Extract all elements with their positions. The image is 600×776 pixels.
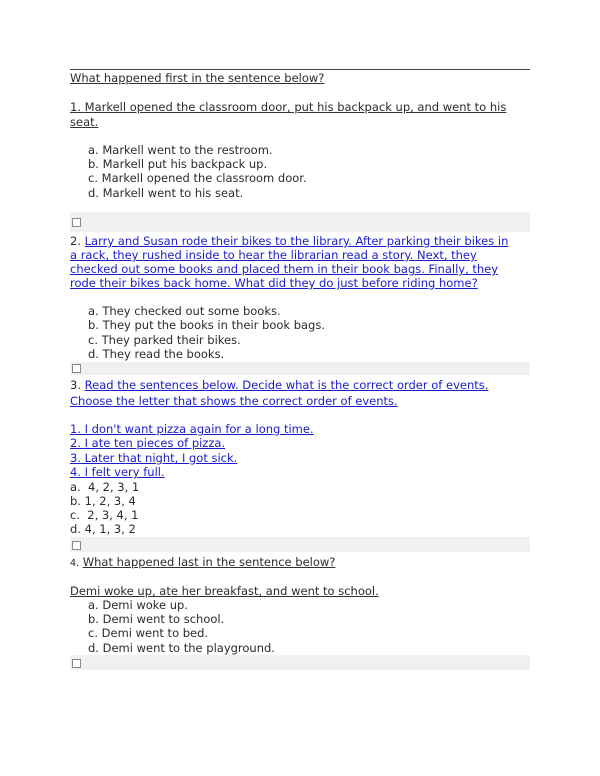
q3-sentence-4: 4. I felt very full. [70, 465, 165, 479]
q4-prompt: What happened last in the sentence below? [82, 555, 336, 569]
q1-answer-bar [70, 212, 530, 232]
q4-number: 4. [70, 558, 80, 569]
top-rule [70, 69, 530, 70]
q4-option-a: a. Demi woke up. [88, 598, 189, 612]
q1-sentence-line-2: seat. [70, 115, 99, 129]
q3-option-c: c. 2, 3, 4, 1 [70, 508, 139, 522]
q1-prompt: What happened first in the sentence below? [70, 71, 325, 85]
q4-prompt-line [70, 555, 335, 572]
q3-text: Read the sentences below. Decide what is the correct order of events. [84, 378, 489, 392]
q3-option-a: a. 4, 2, 3, 1 [70, 480, 140, 494]
q3-text-line-2: Choose the letter that shows the correct order of events. [70, 394, 398, 408]
q3-sentence-2: 2. I ate ten pieces of pizza. [70, 436, 226, 450]
q2-number: 2. [70, 234, 81, 248]
q2-text-line-3: checked out some books and placed them in their book bags. Finally, they [70, 262, 499, 276]
q4-option-d: d. Demi went to the playground. [88, 641, 275, 655]
q3-sentence-3: 3. Later that night, I got sick. [70, 451, 238, 465]
q4-answer-checkbox[interactable] [72, 659, 81, 668]
q3-sentence-1: 1. I don't want pizza again for a long time. [70, 422, 314, 436]
q3-option-b: b. 1, 2, 3, 4 [70, 494, 136, 508]
q4-option-b: b. Demi went to school. [88, 612, 225, 626]
q1-answer-checkbox[interactable] [72, 218, 81, 227]
q1-option-d: d. Markell went to his seat. [88, 186, 244, 200]
q3-number: 3. [70, 378, 81, 392]
q3-text-line-1 [70, 378, 488, 393]
q2-text-line-1 [70, 234, 508, 249]
q1-number: 1. [70, 100, 81, 114]
q2-option-b: b. They put the books in their book bags. [88, 318, 326, 332]
q4-sentence: Demi woke up, ate her breakfast, and went to school. [70, 584, 379, 598]
q2-answer-checkbox[interactable] [72, 364, 81, 373]
q2-text-line-4: rode their bikes back home. What did they do just before riding home? [70, 276, 478, 290]
q4-answer-bar [70, 655, 530, 670]
q2-text: Larry and Susan rode their bikes to the library. After parking their bikes in [84, 234, 509, 248]
q2-answer-bar [70, 362, 530, 375]
q1-option-b: b. Markell put his backpack up. [88, 157, 268, 171]
q1-option-a: a. Markell went to the restroom. [88, 143, 273, 157]
q1-sentence-text: Markell opened the classroom door, put his backpack up, and went to his [84, 100, 507, 114]
q3-option-d: d. 4, 1, 3, 2 [70, 522, 136, 536]
q1-sentence-line-1 [70, 100, 506, 115]
q3-answer-bar [70, 537, 530, 552]
q3-answer-checkbox[interactable] [72, 541, 81, 550]
q2-text-line-2: a rack, they rushed inside to hear the librarian read a story. Next, they [70, 248, 477, 262]
q1-option-c: c. Markell opened the classroom door. [88, 171, 307, 185]
q2-option-c: c. They parked their bikes. [88, 333, 241, 347]
q2-option-d: d. They read the books. [88, 347, 225, 361]
q4-option-c: c. Demi went to bed. [88, 626, 209, 640]
q2-option-a: a. They checked out some books. [88, 304, 281, 318]
